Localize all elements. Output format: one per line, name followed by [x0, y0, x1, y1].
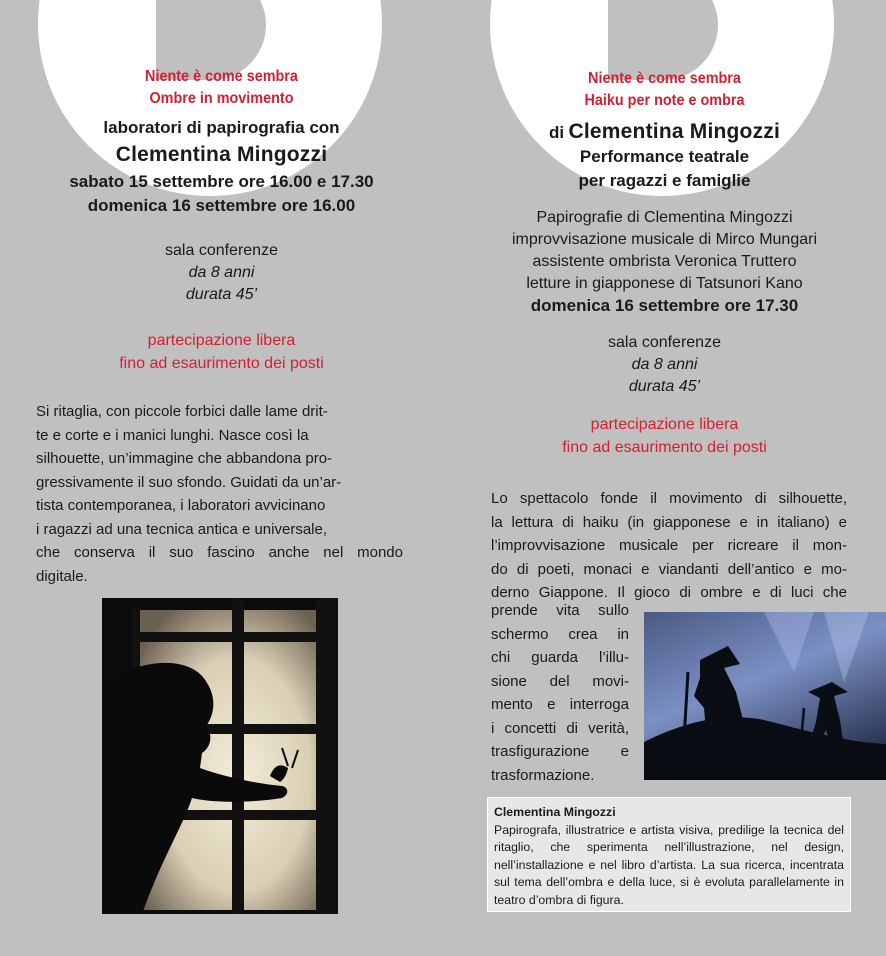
- right-credits: [443, 207, 886, 295]
- right-title-line1: Niente è come sembra: [588, 70, 741, 87]
- left-body-line: digitale.: [36, 567, 88, 585]
- artist-bio-box: [487, 797, 851, 912]
- right-body-narrow: [491, 599, 629, 787]
- right-body-line: trasformazione.: [491, 766, 595, 784]
- right-body-line: chi guarda l’illu-: [491, 649, 629, 666]
- right-artist: Clementina Mingozzi: [568, 120, 781, 143]
- left-duration: durata 45’: [185, 286, 258, 303]
- right-body-line: schermo crea in: [491, 625, 629, 643]
- right-duration: durata 45’: [628, 378, 701, 395]
- left-body-line: gressivamente il suo sfondo. Guidati da un’ar-: [36, 473, 342, 491]
- right-body-line: sione del movi-: [491, 672, 629, 690]
- bio-name: Clementina Mingozzi: [494, 805, 616, 819]
- right-by-prefix: di: [548, 123, 565, 142]
- right-title: [443, 68, 886, 112]
- right-body-line: i concetti di verità,: [491, 719, 629, 737]
- right-body-line: mento e interroga: [491, 696, 629, 713]
- left-date1: sabato 15 settembre ore 16.00 e 17.30: [69, 172, 374, 191]
- left-body-line: i ragazzi ad una tecnica antica e universale,: [36, 520, 328, 538]
- right-body-line: la lettura di haiku (in giapponese e in italiano) e: [491, 513, 847, 531]
- right-free1: partecipazione libera: [590, 416, 739, 433]
- right-title-line2: Haiku per note e ombra: [584, 92, 745, 109]
- right-venue: sala conferenze: [608, 334, 721, 351]
- right-body-line: Lo spettacolo fonde il movimento di silhouette,: [491, 490, 847, 507]
- right-free2: fino ad esaurimento dei posti: [562, 439, 767, 456]
- right-credit: letture in giapponese di Tatsunori Kano: [526, 275, 803, 292]
- bio-text: Papirografa, illustratrice e artista visiva, predilige la tecnica del ritaglio, che sperimenta nell’illustrazione, nel design, nell’installazione e nel libro d’artista. La sua ricerca, incentrata sul tema dell’ombra e della luce, si è evoluta parallelamente in teatro d’ombra di figura.: [494, 822, 844, 907]
- left-age: da 8 anni: [188, 264, 255, 281]
- right-body-line: prende vita sullo: [491, 602, 629, 619]
- right-body-line: derno Giappone. Il gioco di ombre e di luci che: [491, 584, 847, 601]
- left-body-line: che conserva il suo fascino anche nel mondo: [36, 544, 403, 561]
- left-artist: Clementina Mingozzi: [115, 143, 328, 166]
- right-credit: assistente ombrista Veronica Truttero: [532, 253, 797, 270]
- left-body-line: Si ritaglia, con piccole forbici dalle lame drit-: [36, 403, 328, 420]
- right-perf2: per ragazzi e famiglie: [578, 171, 751, 190]
- right-body-line: l’improvvisazione musicale per ricreare il mon-: [491, 537, 847, 554]
- left-free: [0, 329, 443, 375]
- right-body-full: [491, 487, 847, 605]
- left-body: [36, 400, 403, 588]
- right-info: [443, 332, 886, 398]
- left-free1: partecipazione libera: [147, 332, 296, 349]
- right-free: [443, 413, 886, 459]
- left-title-line1: Niente è come sembra: [145, 68, 298, 85]
- window-silhouette-photo: [102, 598, 338, 914]
- left-subtitle: laboratori di papirografia con: [103, 118, 340, 137]
- right-body-line: trasfigurazione e: [491, 743, 629, 760]
- left-title: [0, 66, 443, 110]
- shadow-theatre-photo: [644, 612, 886, 780]
- right-credit: Papirografie di Clementina Mingozzi: [536, 209, 793, 226]
- right-artist-line: [443, 117, 886, 147]
- left-body-line: silhouette, un’immagine che abbandona pro-: [36, 450, 333, 467]
- right-credit: improvvisazione musicale di Mirco Mungari: [512, 231, 817, 248]
- right-perf1: Performance teatrale: [579, 147, 750, 166]
- left-free2: fino ad esaurimento dei posti: [119, 355, 324, 372]
- right-age: da 8 anni: [631, 356, 698, 373]
- left-date2: domenica 16 settembre ore 16.00: [87, 196, 356, 215]
- left-venue: sala conferenze: [165, 242, 278, 259]
- left-body-line: tista contemporanea, i laboratori avvicinano: [36, 497, 326, 514]
- right-date: domenica 16 settembre ore 17.30: [530, 296, 799, 315]
- left-info: [0, 240, 443, 306]
- right-body-line: do di poeti, monaci e viandanti dell’antico e mo-: [491, 560, 847, 578]
- left-title-line2: Ombre in movimento: [149, 90, 294, 107]
- left-body-line: te e corte e i manici lunghi. Nasce così la: [36, 426, 309, 444]
